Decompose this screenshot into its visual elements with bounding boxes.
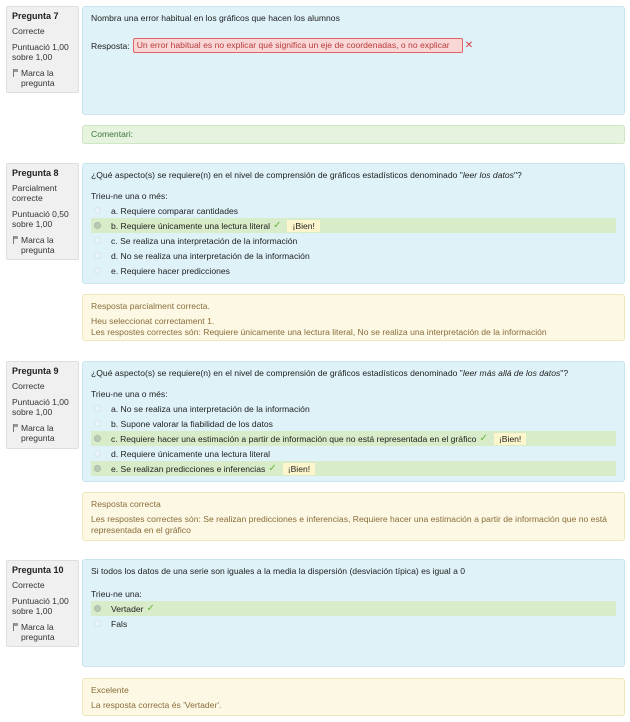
answer-option[interactable] xyxy=(91,401,616,416)
flag-label: Marca la pregunta xyxy=(21,622,55,642)
feedback-box-8 xyxy=(82,294,625,341)
answer-label: d. Requiere únicamente una lectura literal xyxy=(111,448,271,459)
question-number: Pregunta 7 xyxy=(12,11,59,21)
question-info-7 xyxy=(6,6,79,93)
flag-label: Marca la pregunta xyxy=(21,423,55,443)
feedback-line: Les respostes correctes són: Se realizan predicciones e inferencias, Requiere hacer una estimación a partir de información que no está representada en el gráfico xyxy=(91,514,607,535)
answer-option[interactable] xyxy=(91,248,616,263)
question-grade: Puntuació 1,00 sobre 1,00 xyxy=(12,596,69,616)
answer-prompt: Trieu-ne una: xyxy=(91,589,142,599)
question-info-10 xyxy=(6,560,79,647)
answer-option[interactable] xyxy=(91,416,616,431)
question-state: Correcte xyxy=(12,580,45,590)
question-text xyxy=(91,368,616,379)
flag-icon xyxy=(12,424,19,432)
answer-label: a. No se realiza una interpretación de la información xyxy=(111,403,310,414)
question-content-10 xyxy=(82,559,625,667)
answer-option[interactable] xyxy=(91,461,616,476)
answer-label: b. Requiere únicamente una lectura literal xyxy=(111,220,271,231)
answer-option[interactable] xyxy=(91,218,616,233)
question-number: Pregunta 9 xyxy=(12,366,59,376)
answer-option[interactable] xyxy=(91,601,616,616)
checkbox[interactable] xyxy=(94,405,101,412)
question-text: Nombra una error habitual en los gráficos que hacen los alumnos xyxy=(91,13,340,23)
answer-option[interactable] xyxy=(91,263,616,278)
feedback-line: Les respostes correctes són: Requiere únicamente una lectura literal, No se realiza una interpretación de la información xyxy=(91,327,547,337)
flag-label: Marca la pregunta xyxy=(21,235,55,255)
answer-option[interactable] xyxy=(91,446,616,461)
check-icon: ✓ xyxy=(268,463,277,474)
answer-label: a. Requiere comparar cantidades xyxy=(111,205,239,216)
flag-icon xyxy=(12,69,19,77)
check-icon: ✓ xyxy=(273,220,282,231)
answer-prompt: Trieu-ne una o més: xyxy=(91,191,168,201)
question-state: Correcte xyxy=(12,381,45,391)
feedback-line: Heu seleccionat correctament 1. xyxy=(91,316,215,326)
flag-question-link[interactable] xyxy=(12,68,73,88)
question-number: Pregunta 10 xyxy=(12,565,64,575)
answer-feedback: ¡Bien! xyxy=(494,433,526,445)
checkbox[interactable] xyxy=(94,222,101,229)
flag-label: Marca la pregunta xyxy=(21,68,55,88)
answer-feedback: ¡Bien! xyxy=(283,463,315,475)
checkbox[interactable] xyxy=(94,252,101,259)
response-input[interactable]: Un error habitual es no explicar qué significa un eje de coordenadas, o no explicar xyxy=(133,38,463,53)
checkbox[interactable] xyxy=(94,435,101,442)
answer-label: c. Requiere hacer una estimación a partir de información que no está representada en el gráfico xyxy=(111,433,477,444)
checkbox[interactable] xyxy=(94,207,101,214)
answer-label: Fals xyxy=(111,618,128,629)
question-state: Parcialment correcte xyxy=(12,183,57,203)
question-text-emphasis: leer más allá de los datos xyxy=(462,368,561,378)
question-info-8 xyxy=(6,163,79,260)
answer-prompt: Trieu-ne una o més: xyxy=(91,389,168,399)
feedback-box-10 xyxy=(82,678,625,716)
checkbox[interactable] xyxy=(94,267,101,274)
answer-option[interactable] xyxy=(91,233,616,248)
answer-label: b. Supone valorar la fiabilidad de los datos xyxy=(111,418,273,429)
flag-icon xyxy=(12,623,19,631)
cross-icon: ✕ xyxy=(464,40,474,51)
feedback-title: Resposta parcialment correcta. xyxy=(91,301,210,311)
question-content-9 xyxy=(82,361,625,482)
question-grade: Puntuació 1,00 sobre 1,00 xyxy=(12,42,69,62)
check-icon: ✓ xyxy=(146,603,155,614)
question-state: Correcte xyxy=(12,26,45,36)
response-label: Resposta: xyxy=(91,40,130,51)
flag-question-link[interactable] xyxy=(12,423,73,443)
question-info-9 xyxy=(6,361,79,449)
feedback-line: La resposta correcta és 'Vertader'. xyxy=(91,700,222,710)
radio-button[interactable] xyxy=(94,620,101,627)
checkbox[interactable] xyxy=(94,465,101,472)
question-text: Si todos los datos de una serie son iguales a la media la dispersión (desviación típica) es igual a 0 xyxy=(91,566,466,576)
feedback-title: Resposta correcta xyxy=(91,499,161,509)
question-grade: Puntuació 0,50 sobre 1,00 xyxy=(12,209,69,229)
flag-question-link[interactable] xyxy=(12,235,73,255)
feedback-box-9 xyxy=(82,492,625,541)
radio-button[interactable] xyxy=(94,605,101,612)
comment-box-7 xyxy=(82,125,625,144)
question-text-part: "? xyxy=(513,170,522,180)
answer-label: e. Requiere hacer predicciones xyxy=(111,265,230,276)
check-icon: ✓ xyxy=(479,433,488,444)
question-text-part: ¿Qué aspecto(s) se requiere(n) en el nivel de comprensión de gráficos estadísticos denominado " xyxy=(91,368,463,378)
comment-label: Comentari: xyxy=(91,129,134,139)
question-content-7 xyxy=(82,6,625,115)
answer-option[interactable] xyxy=(91,616,616,631)
answer-feedback: ¡Bien! xyxy=(287,220,319,232)
flag-icon xyxy=(12,236,19,244)
answer-label: Vertader xyxy=(111,603,144,614)
response-line xyxy=(91,38,616,53)
question-content-8 xyxy=(82,163,625,284)
checkbox[interactable] xyxy=(94,420,101,427)
question-text-part: ¿Qué aspecto(s) se requiere(n) en el nivel de comprensión de gráficos estadísticos denominado " xyxy=(91,170,463,180)
answer-label: c. Se realiza una interpretación de la información xyxy=(111,235,298,246)
question-text-part: "? xyxy=(560,368,569,378)
question-grade: Puntuació 1,00 sobre 1,00 xyxy=(12,397,69,417)
answer-option[interactable] xyxy=(91,203,616,218)
answer-label: d. No se realiza una interpretación de la información xyxy=(111,250,310,261)
checkbox[interactable] xyxy=(94,237,101,244)
answer-option[interactable] xyxy=(91,431,616,446)
feedback-title: Excelente xyxy=(91,685,129,695)
checkbox[interactable] xyxy=(94,450,101,457)
flag-question-link[interactable] xyxy=(12,622,73,642)
question-text xyxy=(91,170,616,181)
answer-label: e. Se realizan predicciones e inferencias xyxy=(111,463,266,474)
question-text-emphasis: leer los datos xyxy=(462,170,514,180)
question-number: Pregunta 8 xyxy=(12,168,59,178)
